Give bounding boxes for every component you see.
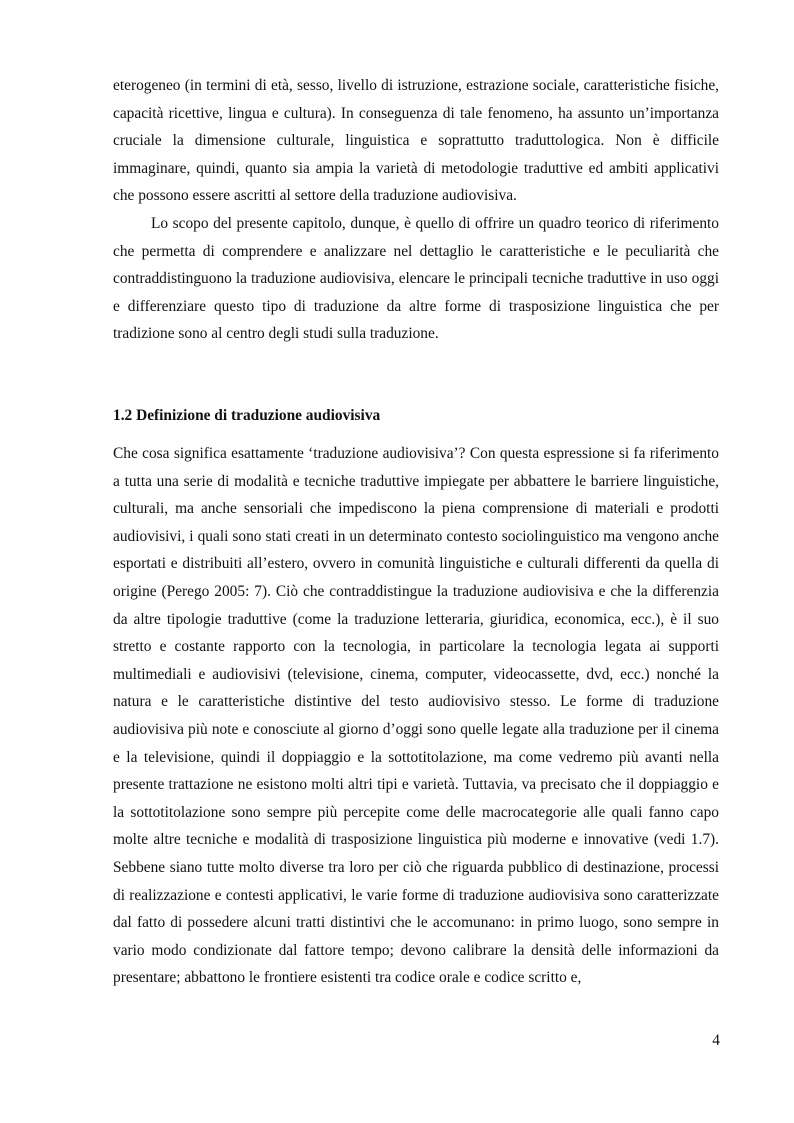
intro-text (113, 72, 719, 348)
section-paragraph: Che cosa significa esattamente ‘traduzione audiovisiva’? Con questa espressione si fa riferimento a tutta una serie di modalità e tecniche traduttive impiegate per abbattere le barriere linguistiche, culturali, ma anche sensoriali che impediscono la piena comprensione di materiali e prodotti audiovisivi, i quali sono stati creati in un determinato contesto sociolinguistico ma vengono anche esportati e distribuiti all’estero, ovvero in comunità linguistiche e culturali differenti da quella di origine (Perego 2005: 7). Ciò che contraddistingue la traduzione audiovisiva e che la differenzia da altre tipologie traduttive (come la traduzione letteraria, giuridica, economica, ecc.), è il suo stretto e costante rapporto con la tecnologia, in particolare la tecnologia legata ai supporti multimediali e audiovisivi (televisione, cinema, computer, videocassette, dvd, ecc.) nonché la natura e le caratteristiche distintive del testo audiovisivo stesso. Le forme di traduzione audiovisiva più note e conosciute al giorno d’oggi sono quelle legate alla traduzione per il cinema e la televisione, quindi il doppiaggio e la sottotitolazione, ma come vedremo più avanti nella presente trattazione ne esistono molti altri tipi e varietà. Tuttavia, va precisato che il doppiaggio e la sottotitolazione sono sempre più percepite come delle macrocategorie alle quali fanno capo molte altre tecniche e modalità di trasposizione linguistica più moderne e innovative (vedi 1.7). Sebbene siano tutte molto diverse tra loro per ciò che riguarda pubblico di destinazione, processi di realizzazione e contesti applicativi, le varie forme di traduzione audiovisiva sono caratterizzate dal fatto di possedere alcuni tratti distintivi che le accomunano: in primo luogo, sono sempre in vario modo condizionate dal fattore tempo; devono calibrare la densità delle informazioni da presentare; abbattono le frontiere esistenti tra codice orale e codice scritto e, (113, 445, 719, 987)
intro-paragraph-1: eterogeneo (in termini di età, sesso, livello di istruzione, estrazione sociale, caratteristiche fisiche, capacità ricettive, lingua e cultura). In conseguenza di tale fenomeno, ha assunto un’importanza cruciale la dimensione culturale, linguistica e soprattutto traduttologica. Non è difficile immaginare, quindi, quanto sia ampia la varietà di metodologie traduttive ed ambiti applicativi che possono essere ascritti al settore della traduzione audiovisiva. (113, 77, 719, 205)
page-number: 4 (712, 1032, 720, 1049)
section-heading: 1.2 Definizione di traduzione audiovisiva (113, 407, 381, 424)
section-text (113, 440, 719, 992)
intro-paragraph-2: Lo scopo del presente capitolo, dunque, è quello di offrire un quadro teorico di riferimento che permetta di comprendere e analizzare nel dettaglio le caratteristiche e le peculiarità che contraddistinguono la traduzione audiovisiva, elencare le principali tecniche traduttive in uso oggi e differenziare questo tipo di traduzione da altre forme di trasposizione linguistica che per tradizione sono al centro degli studi sulla traduzione. (113, 214, 719, 343)
